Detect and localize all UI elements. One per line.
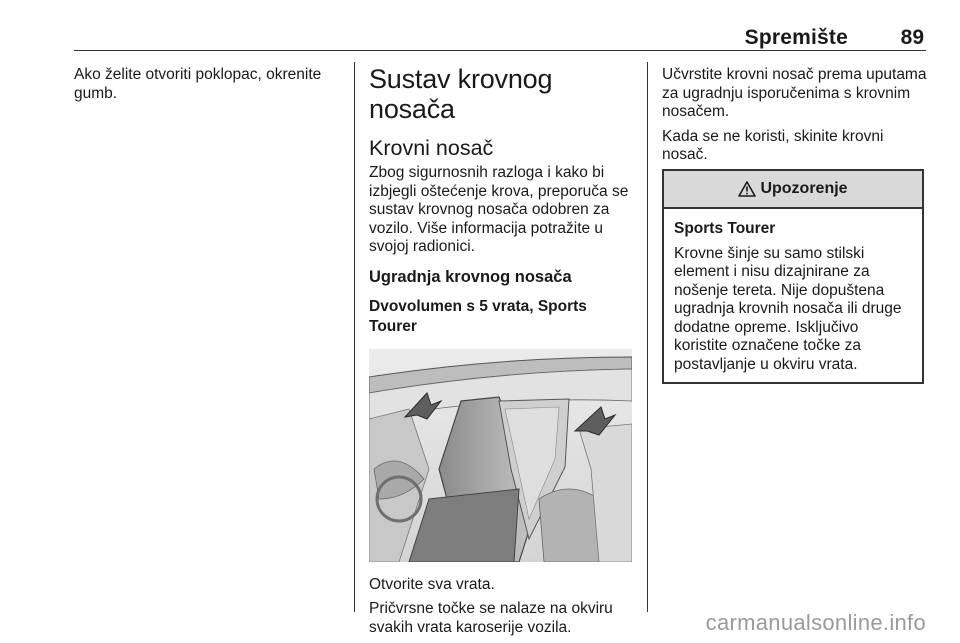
- paragraph-open-doors: Otvorite sva vrata.: [369, 575, 495, 593]
- variant-heading: Dvovolumen s 5 vrata, Sports Tourer: [369, 297, 587, 335]
- warning-body: [664, 209, 922, 382]
- column-divider-2: [647, 62, 648, 612]
- header-divider: [74, 50, 926, 51]
- warning-subtitle: Sports Tourer: [674, 220, 776, 237]
- paragraph-intro: Zbog sigurnosnih razloga i kako bi izbjegli oštećenje krova, preporuča se sustav krovnog nosača odobren za vozilo. Više informacija potražite u svojoj radionici.: [369, 164, 629, 255]
- section-heading: Sustav krovnog nosača: [369, 64, 553, 124]
- section-title: Spremište: [744, 26, 848, 49]
- paragraph-open-cover: Ako želite otvoriti poklopac, okrenite gumb.: [74, 66, 322, 102]
- warning-triangle-icon: [738, 181, 756, 197]
- warning-title: Upozorenje: [760, 180, 848, 197]
- install-heading: Ugradnja krovnog nosača: [369, 267, 572, 286]
- paragraph-remove: Kada se ne koristi, skinite krovni nosač.: [662, 127, 884, 163]
- warning-text: Krovne šinje su samo stilski element i nisu dizajnirane za nošenje tereta. Nije dopuštena ugradnja krovnih nosača ili druge dodatne opreme. Isključivo koristite označene točke za postavljanje u okviru vrata.: [674, 244, 902, 373]
- column-1: [74, 66, 344, 109]
- page-number: 89: [900, 26, 924, 49]
- page-header: [74, 26, 926, 50]
- warning-header: [664, 171, 922, 209]
- column-divider-1: [354, 62, 355, 612]
- paragraph-fasten: Učvrstite krovni nosač prema uputama za ugradnju isporučenima s krovnim nosačem.: [662, 66, 927, 120]
- warning-box: [662, 169, 924, 384]
- column-3: [662, 66, 930, 171]
- column-2: [369, 64, 637, 643]
- roof-mount-illustration: [369, 349, 632, 562]
- subsection-heading: Krovni nosač: [369, 136, 494, 160]
- paragraph-mount-points: Pričvrsne točke se nalaze na okviru svakih vrata karoserije vozila.: [369, 600, 613, 636]
- watermark: carmanualsonline.info: [705, 610, 926, 635]
